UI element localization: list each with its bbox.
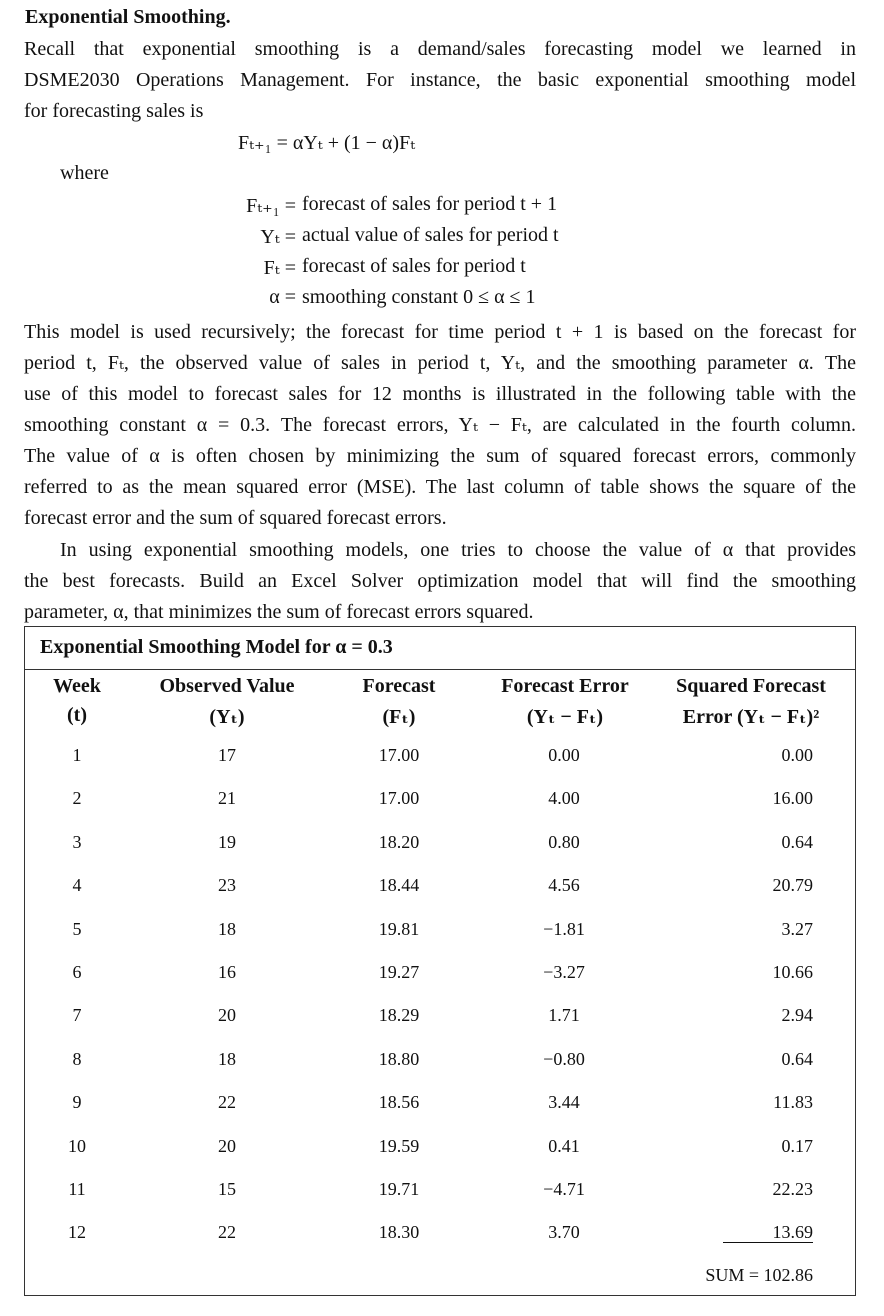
cell-squared-error: 10.66 [772, 962, 813, 982]
task-line: In using exponential smoothing models, one tries to choose the value of α that provides [60, 539, 856, 561]
definition-text: smoothing constant 0 ≤ α ≤ 1 [302, 286, 536, 308]
task-line: parameter, α, that minimizes the sum of forecast errors squared. [24, 601, 534, 623]
cell-forecast: 18.29 [378, 1005, 420, 1026]
table-title: Exponential Smoothing Model for α = 0.3 [40, 636, 393, 658]
header-week [49, 675, 105, 727]
cell-week: 7 [72, 1005, 82, 1026]
header-line2: (Fₜ) [382, 706, 416, 728]
cell-forecast: 19.59 [378, 1135, 420, 1156]
body-line: The value of α is often chosen by minimizing the sum of squared forecast errors, commonly [24, 445, 856, 467]
cell-week: 10 [68, 1135, 86, 1156]
header-line1: Squared Forecast [676, 675, 826, 697]
cell-error: −3.27 [543, 962, 585, 982]
section-title: Exponential Smoothing. [25, 6, 231, 28]
table-title-divider [25, 669, 855, 670]
cell-observed: 18 [218, 1048, 236, 1069]
cell-squared-error: 16.00 [772, 788, 813, 809]
body-line: use of this model to forecast sales for 12 months is illustrated in the following table with the [24, 383, 856, 405]
cell-observed: 16 [218, 962, 236, 982]
cell-observed: 18 [218, 918, 236, 939]
definition-text: forecast of sales for period t [302, 255, 526, 277]
cell-week: 8 [72, 1048, 82, 1069]
task-line: the best forecasts. Build an Excel Solver optimization model that will find the smoothing [24, 570, 856, 592]
intro-line: for forecasting sales is [24, 100, 204, 122]
cell-squared-error: 2.94 [781, 1005, 813, 1026]
cell-squared-error: 22.23 [772, 1179, 813, 1199]
intro-line: DSME2030 Operations Management. For instance, the basic exponential smoothing model [24, 69, 856, 91]
cell-forecast: 18.56 [378, 1092, 420, 1113]
header-line1: Week [53, 675, 101, 697]
body-line: forecast error and the sum of squared forecast errors. [24, 507, 447, 529]
cell-error: −4.71 [543, 1179, 585, 1199]
definition-text: forecast of sales for period t + 1 [302, 193, 558, 215]
cell-forecast: 18.30 [378, 1222, 420, 1243]
cell-squared-error: 11.83 [773, 1092, 813, 1113]
header-observed [147, 675, 307, 729]
cell-squared-error: 0.64 [781, 831, 813, 852]
body-line: This model is used recursively; the forecast for time period t + 1 is based on the forecast for [24, 321, 856, 343]
intro-line: Recall that exponential smoothing is a demand/sales forecasting model we learned in [24, 38, 856, 60]
cell-week: 2 [72, 788, 82, 809]
cell-observed: 20 [218, 1005, 236, 1026]
cell-observed: 21 [218, 788, 236, 809]
cell-observed: 23 [218, 875, 236, 896]
cell-week: 3 [72, 831, 82, 852]
header-line1: Observed Value [159, 675, 295, 697]
cell-squared-error: 0.64 [781, 1048, 813, 1069]
cell-observed: 17 [218, 745, 236, 765]
where-label: where [60, 162, 109, 184]
header-line2: (t) [67, 704, 87, 726]
cell-forecast: 18.80 [378, 1048, 420, 1069]
cell-forecast: 19.71 [378, 1179, 420, 1199]
cell-error: 3.70 [548, 1222, 580, 1243]
cell-error: 4.56 [548, 875, 580, 896]
cell-error: 1.71 [548, 1005, 580, 1026]
intro-paragraph [24, 34, 856, 127]
cell-week: 1 [72, 745, 82, 765]
cell-error: −0.80 [543, 1048, 585, 1069]
cell-error: 0.80 [548, 831, 580, 852]
cell-forecast: 17.00 [378, 788, 420, 809]
definition-symbol: Yₜ = [260, 226, 296, 248]
cell-forecast: 18.44 [378, 875, 420, 896]
definition-symbol: α = [269, 286, 296, 308]
body-line: referred to as the mean squared error (MSE). The last column of table shows the square of the [24, 476, 856, 498]
body-line: smoothing constant α = 0.3. The forecast errors, Yₜ − Fₜ, are calculated in the fourth column. [24, 414, 856, 436]
cell-error: 3.44 [548, 1092, 580, 1113]
sum-total: SUM = 102.86 [705, 1265, 813, 1285]
header-line2: Error (Yₜ − Fₜ)² [682, 706, 820, 728]
cell-error: 0.41 [548, 1135, 580, 1156]
sum-rule [723, 1242, 813, 1243]
cell-forecast: 17.00 [378, 745, 420, 765]
definition-text: actual value of sales for period t [302, 224, 559, 246]
cell-error: 4.00 [548, 788, 580, 809]
header-forecast [339, 675, 459, 729]
header-line2: (Yₜ) [209, 706, 245, 728]
header-line2: (Yₜ − Fₜ) [526, 706, 604, 728]
cell-error: 0.00 [548, 745, 580, 765]
cell-week: 9 [72, 1092, 82, 1113]
cell-week: 6 [72, 962, 82, 982]
cell-squared-error: 20.79 [772, 875, 813, 896]
header-error [475, 675, 655, 729]
header-squared [659, 675, 843, 729]
cell-week: 5 [72, 918, 82, 939]
cell-squared-error: 3.27 [781, 918, 813, 939]
cell-week: 12 [68, 1222, 86, 1243]
smoothing-table [24, 626, 856, 1296]
header-line1: Forecast Error [501, 675, 629, 697]
task-paragraph [24, 535, 856, 628]
cell-squared-error: 0.17 [781, 1135, 813, 1156]
header-line1: Forecast [362, 675, 436, 697]
cell-forecast: 18.20 [378, 831, 420, 852]
definition-symbol: Fₜ = [263, 257, 296, 279]
cell-squared-error: 13.69 [772, 1222, 813, 1243]
body-paragraph [24, 317, 856, 534]
cell-forecast: 19.81 [378, 918, 420, 939]
cell-observed: 15 [218, 1179, 236, 1199]
cell-observed: 20 [218, 1135, 236, 1156]
definition-symbol: Fₜ₊₁ = [246, 195, 296, 217]
cell-observed: 19 [218, 831, 236, 852]
cell-observed: 22 [218, 1092, 236, 1113]
cell-observed: 22 [218, 1222, 236, 1243]
cell-error: −1.81 [543, 918, 585, 939]
cell-forecast: 19.27 [378, 962, 420, 982]
cell-squared-error: 0.00 [781, 745, 813, 765]
cell-week: 4 [72, 875, 82, 896]
body-line: period t, Fₜ, the observed value of sales in period t, Yₜ, and the smoothing parameter α. The [24, 352, 856, 374]
smoothing-formula: Fₜ₊₁ = αYₜ + (1 − α)Fₜ [238, 132, 416, 154]
cell-week: 11 [68, 1179, 86, 1199]
